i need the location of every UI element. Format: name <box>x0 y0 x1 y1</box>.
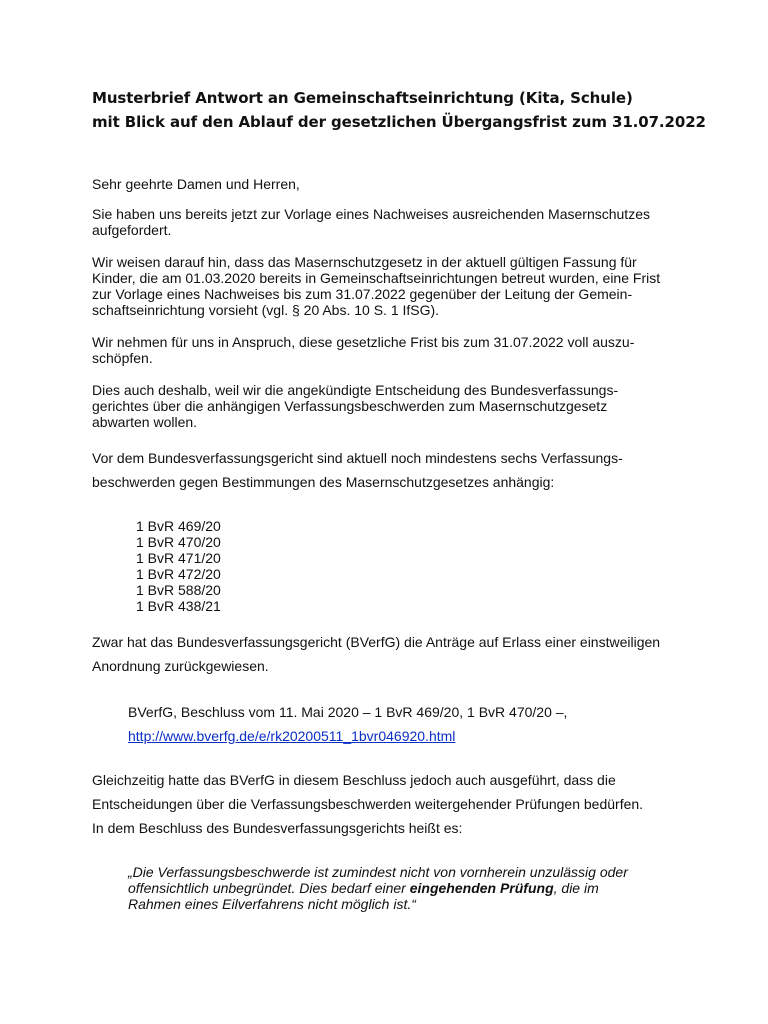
text-line: Wir weisen darauf hin, dass das Masernschutzgesetz in der aktuell gültigen Fassung für <box>92 254 637 270</box>
text-line: Dies auch deshalb, weil wir die angekündigte Entscheidung des Bundesverfassungs- <box>92 382 619 398</box>
text-line: Vor dem Bundesverfassungsgericht sind aktuell noch mindestens sechs Verfassungs- <box>92 450 623 466</box>
case-item: 1 BvR 471/20 <box>136 550 221 566</box>
quote-emphasis: eingehenden Prüfung <box>409 880 554 896</box>
quote-line: offensichtlich unbegründet. Dies bedarf einer eingehenden Prüfung, die im <box>128 880 599 896</box>
paragraph-rejection <box>92 630 692 678</box>
case-item: 1 BvR 438/21 <box>136 598 221 614</box>
paragraph-reason <box>92 382 692 430</box>
case-item: 1 BvR 470/20 <box>136 534 221 550</box>
case-item: 1 BvR 469/20 <box>136 518 221 534</box>
quote-line: Rahmen eines Eilverfahrens nicht möglich ist.“ <box>128 896 416 912</box>
case-list <box>136 518 221 614</box>
text-line: gerichtes über die anhängigen Verfassungsbeschwerden zum Masernschutzgesetz <box>92 398 608 414</box>
citation-text: BVerfG, Beschluss vom 11. Mai 2020 – 1 BvR 469/20, 1 BvR 470/20 –, <box>128 704 568 720</box>
text-line: schöpfen. <box>92 350 153 366</box>
quote-line: „Die Verfassungsbeschwerde ist zumindest nicht von vornherein unzulässig oder <box>128 864 628 880</box>
paragraph-request <box>92 206 692 238</box>
case-item: 1 BvR 472/20 <box>136 566 221 582</box>
citation-link[interactable]: http://www.bverfg.de/e/rk20200511_1bvr046920.html <box>128 728 456 744</box>
text-line: zur Vorlage eines Nachweises bis zum 31.07.2022 gegenüber der Leitung der Gemein- <box>92 286 633 302</box>
text-line: abwarten wollen. <box>92 414 198 430</box>
text-line: Sie haben uns bereits jetzt zur Vorlage eines Nachweises ausreichenden Masernschutzes <box>92 206 650 222</box>
text-line: schaftseinrichtung vorsieht (vgl. § 20 Abs. 10 S. 1 IfSG). <box>92 302 440 318</box>
paragraph-claim <box>92 334 692 366</box>
text-line: Zwar hat das Bundesverfassungsgericht (BVerfG) die Anträge auf Erlass einer einstweiligen <box>92 634 661 650</box>
text-line: Entscheidungen über die Verfassungsbeschwerden weitergehender Prüfungen bedürfen. <box>92 796 644 812</box>
text-line: Wir nehmen für uns in Anspruch, diese gesetzliche Frist bis zum 31.07.2022 voll auszu- <box>92 334 635 350</box>
title-line-2: mit Blick auf den Ablauf der gesetzlichen Übergangsfrist zum 31.07.2022 <box>92 113 706 131</box>
court-quote <box>128 864 628 912</box>
salutation: Sehr geehrte Damen und Herren, <box>92 176 300 192</box>
text-line: In dem Beschluss des Bundesverfassungsgerichts heißt es: <box>92 820 463 836</box>
text-line: Gleichzeitig hatte das BVerfG in diesem Beschluss jedoch auch ausgeführt, dass die <box>92 772 616 788</box>
court-citation <box>128 700 567 748</box>
paragraph-deadline <box>92 254 692 318</box>
paragraph-decision <box>92 768 692 840</box>
text-line: Kinder, die am 01.03.2020 bereits in Gemeinschaftseinrichtungen betreut wurden, eine Frist <box>92 270 661 286</box>
text-line: beschwerden gegen Bestimmungen des Masernschutzgesetzes anhängig: <box>92 474 555 490</box>
text-line: Anordnung zurückgewiesen. <box>92 658 269 674</box>
document-title <box>92 86 732 134</box>
text-line: aufgefordert. <box>92 222 172 238</box>
paragraph-pending <box>92 446 692 494</box>
case-item: 1 BvR 588/20 <box>136 582 221 598</box>
title-line-1: Musterbrief Antwort an Gemeinschaftseinrichtung (Kita, Schule) <box>92 89 633 107</box>
